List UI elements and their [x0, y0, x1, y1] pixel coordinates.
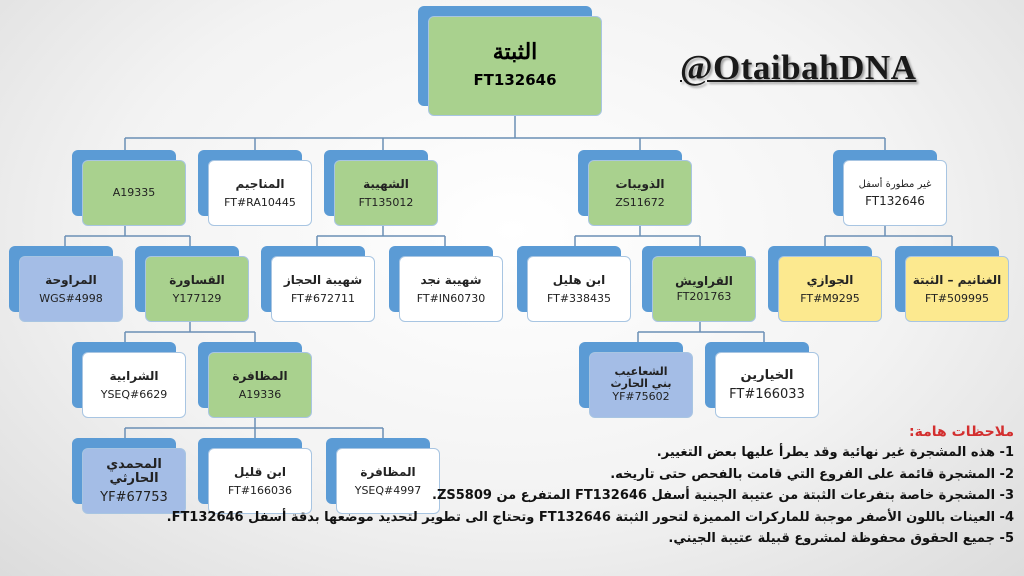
node-code: WGS#4998	[39, 291, 103, 305]
node-name: المراوحة	[45, 272, 97, 287]
node-code: FT201763	[676, 290, 732, 303]
node-name: الشعاعيب بني الحارث	[610, 365, 672, 390]
node-qarawish	[652, 256, 756, 322]
node-code: YSEQ#6629	[100, 387, 168, 401]
node-name: الشهيبة	[363, 176, 409, 191]
node-sharabiyah	[82, 352, 186, 418]
root-node	[428, 16, 602, 116]
node-code: FT#338435	[546, 291, 612, 305]
node-code: YSEQ#4997	[354, 483, 422, 497]
node-muhammadi	[82, 448, 186, 514]
node-code: FT#IN60730	[416, 291, 486, 305]
node-name: المظافرة	[232, 368, 288, 383]
node-code: FT#509995	[924, 291, 990, 305]
node-code: FT#166036	[227, 483, 293, 497]
node-name: الجوازي	[806, 272, 854, 287]
node-shaaib	[589, 352, 693, 418]
node-name: الذويبات	[615, 176, 665, 191]
node-a19335	[82, 160, 186, 226]
node-code: A19335	[112, 186, 156, 199]
node-name: الشرابية	[109, 368, 159, 383]
notes-title: ملاحظات هامة:	[909, 424, 1014, 440]
node-name: ابن هليل	[552, 272, 606, 287]
note-line: 5- جميع الحقوق محفوظة لمشروع قبيلة عتيبة الجيني.	[668, 531, 1014, 546]
node-unmapped	[843, 160, 947, 226]
node-code: Y177129	[172, 291, 222, 305]
node-code: YF#67753	[100, 489, 168, 505]
node-code: ZS11672	[615, 195, 665, 209]
node-khayarin	[715, 352, 819, 418]
node-shuhaybat-hijaz	[271, 256, 375, 322]
node-ibn-hulayl	[527, 256, 631, 322]
author-handle: @OtaibahDNA	[680, 48, 917, 87]
node-dhuwaybat	[588, 160, 692, 226]
node-shuhaybat-najd	[399, 256, 503, 322]
node-name: الغنانيم – الثبتة	[912, 272, 1002, 287]
node-mudhafirah	[208, 352, 312, 418]
note-line: 2- المشجرة قائمة على الفروع التي قامت بالفحص حتى تاريخه.	[610, 466, 1014, 482]
note-line: 3- المشجرة خاصة بتفرعات الثبتة من عتيبة الجينية أسفل FT132646 المتفرع من ZS5809.	[431, 488, 1014, 503]
node-code: FT132646	[865, 194, 925, 208]
node-name: المظافرة	[360, 464, 416, 479]
node-shuhaybah	[334, 160, 438, 226]
notes-section	[166, 422, 1014, 550]
node-manajim	[208, 160, 312, 226]
node-code: FT#M9295	[800, 291, 860, 305]
root-node-code: FT132646	[473, 71, 557, 89]
node-name: المحمدي الحارثي	[106, 456, 162, 486]
node-name: القساورة	[169, 272, 225, 287]
node-name: القراويش	[675, 274, 733, 288]
node-code: FT#166033	[729, 386, 805, 402]
node-name: ابن قليل	[234, 464, 286, 479]
node-name: شهيبة نجد	[420, 272, 482, 287]
node-code: YF#75602	[612, 390, 670, 403]
root-node-box	[428, 16, 602, 116]
node-marawihah	[19, 256, 123, 322]
node-ghanayim	[905, 256, 1009, 322]
note-line: 4- العينات باللون الأصفر موجبة للماركرات المميزة لتحور الثبتة FT132646 وتحتاج الى تطوير لتحديد موضعها بدقة أسفل FT132646.	[166, 509, 1014, 525]
node-name: شهيبة الحجاز	[283, 272, 363, 287]
node-code: A19336	[238, 387, 282, 401]
node-qasawirah	[145, 256, 249, 322]
node-name: المناجيم	[235, 176, 285, 191]
node-name: الخيارين	[740, 367, 794, 383]
node-code: FT#672711	[290, 291, 356, 305]
node-jawazi	[778, 256, 882, 322]
root-node-name: الثبتة	[492, 39, 538, 65]
note-line: 1- هذه المشجرة غير نهائية وقد يطرأ عليها بعض التغيير.	[656, 445, 1014, 460]
node-name: غير مطورة أسفل	[858, 179, 932, 190]
node-code: FT#RA10445	[224, 195, 296, 209]
node-code: FT135012	[358, 195, 414, 209]
